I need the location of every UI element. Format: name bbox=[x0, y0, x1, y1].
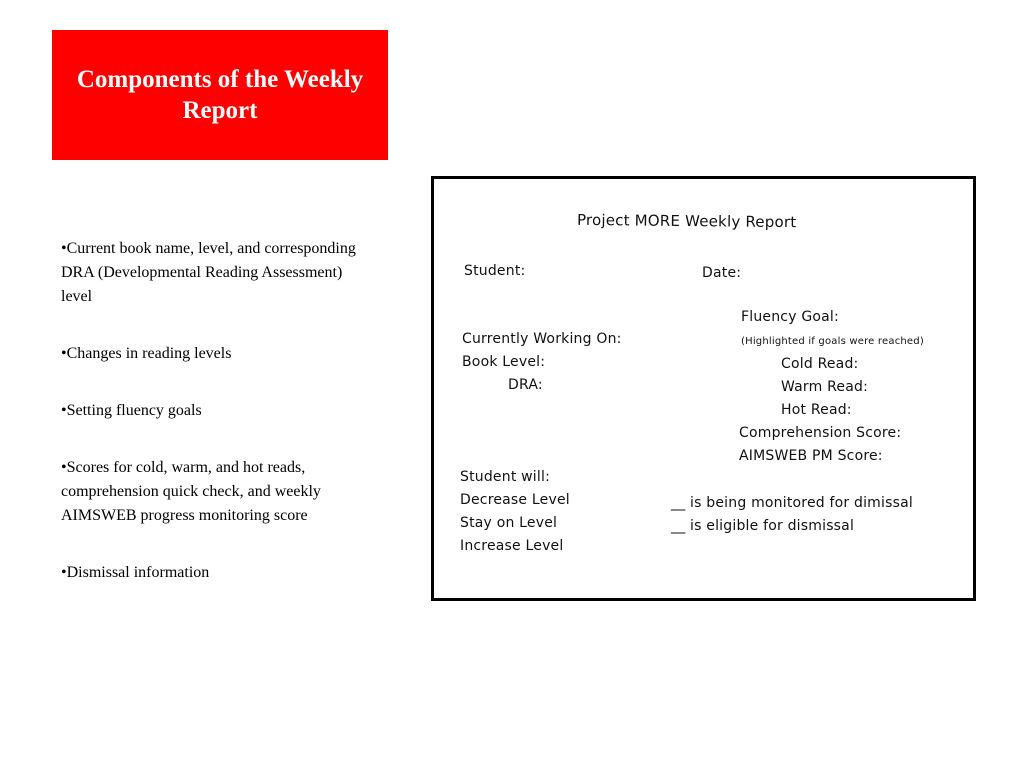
increase-level-label: Increase Level bbox=[460, 538, 564, 554]
warm-read-label: Warm Read: bbox=[781, 379, 869, 395]
comprehension-score-label: Comprehension Score: bbox=[739, 425, 902, 441]
stay-on-level-label: Stay on Level bbox=[460, 515, 558, 531]
student-label: Student: bbox=[464, 263, 526, 279]
bullet-item bbox=[61, 342, 376, 366]
bullet-text: Changes in reading levels bbox=[66, 345, 232, 362]
bullet-item bbox=[61, 237, 376, 309]
report-title: Project MORE Weekly Report bbox=[576, 210, 797, 232]
bullet-marker: • bbox=[61, 459, 67, 476]
bullet-marker: • bbox=[61, 402, 67, 419]
highlight-note: (Highlighted if goals were reached) bbox=[741, 336, 924, 347]
bullet-text: Current book name, level, and corresponding DRA (Developmental Reading Assessment) level bbox=[61, 240, 356, 305]
title-box bbox=[52, 30, 388, 160]
monitored-for-dismissal-label: __ is being monitored for dimissal bbox=[671, 495, 913, 511]
slide-title: Components of the Weekly Report bbox=[76, 66, 364, 124]
bullet-marker: • bbox=[61, 564, 67, 581]
eligible-for-dismissal-label: __ is eligible for dismissal bbox=[671, 518, 855, 534]
dra-label: DRA: bbox=[508, 377, 543, 393]
cold-read-label: Cold Read: bbox=[781, 356, 859, 372]
hot-read-label: Hot Read: bbox=[781, 402, 852, 418]
decrease-level-label: Decrease Level bbox=[460, 492, 570, 508]
bullet-item bbox=[61, 561, 376, 585]
bullet-text: Dismissal information bbox=[66, 564, 210, 581]
date-label: Date: bbox=[702, 265, 742, 281]
currently-working-label: Currently Working On: bbox=[462, 331, 622, 347]
weekly-report-image bbox=[431, 176, 976, 601]
bullet-item bbox=[61, 399, 376, 423]
bullet-list bbox=[61, 237, 376, 618]
bullet-text: Setting fluency goals bbox=[66, 402, 202, 419]
fluency-goal-label: Fluency Goal: bbox=[741, 309, 839, 325]
student-will-label: Student will: bbox=[460, 469, 550, 485]
bullet-marker: • bbox=[61, 240, 67, 257]
bullet-marker: • bbox=[61, 345, 67, 362]
book-level-label: Book Level: bbox=[462, 354, 546, 370]
bullet-item bbox=[61, 456, 376, 528]
bullet-text: Scores for cold, warm, and hot reads, comprehension quick check, and weekly AIMSWEB progress monitoring score bbox=[61, 459, 321, 524]
aimsweb-score-label: AIMSWEB PM Score: bbox=[739, 448, 883, 464]
